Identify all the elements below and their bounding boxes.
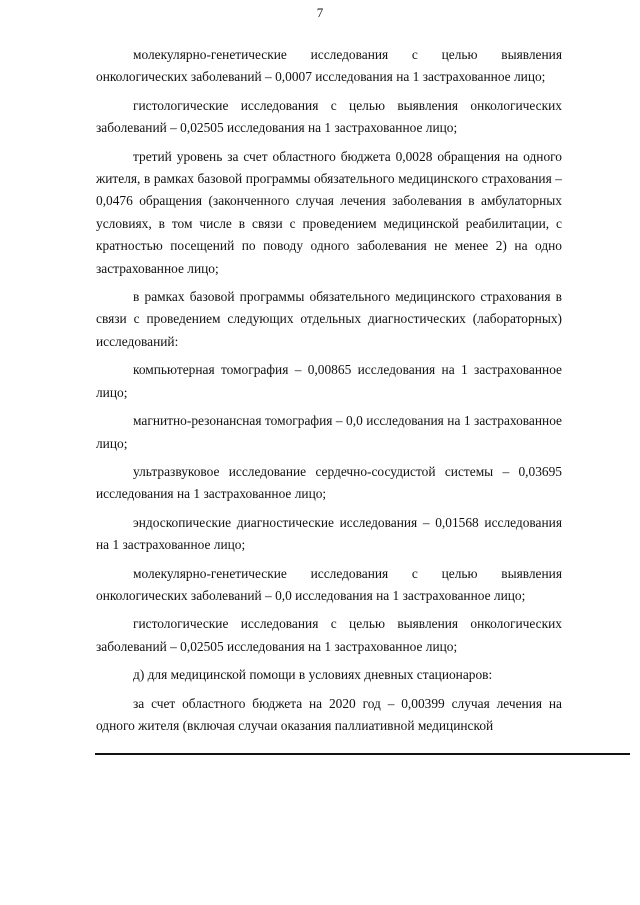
paragraph-molecular-genetic-1: молекулярно-генетические исследования с целью выявления онкологических заболеваний – 0,0007 исследования на 1 застрахованное лицо; (96, 47, 562, 85)
paragraph-computed-tomography: компьютерная томография – 0,00865 исследования на 1 застрахованное лицо; (96, 362, 562, 400)
paragraph-molecular-genetic-2: молекулярно-генетические исследования с целью выявления онкологических заболеваний – 0,0 исследования на 1 застрахованное лицо; (96, 565, 562, 603)
paragraph-day-hospital: д) для медицинской помощи в условиях дневных стационаров: (133, 667, 493, 683)
paragraph-mri: магнитно-резонансная томография – 0,0 исследования на 1 застрахованное лицо; (96, 413, 562, 451)
page-number: 7 (316, 5, 324, 20)
paragraph-regional-budget-2020: за счет областного бюджета на 2020 год – 0,00399 случая лечения на одного жителя (включая случаи оказания паллиативной медицинской (96, 695, 562, 733)
paragraph-ultrasound: ультразвуковое исследование сердечно-сосудистой системы – 0,03695 исследования на 1 застрахованное лицо; (96, 463, 562, 502)
paragraph-histological-1: гистологические исследования с целью выявления онкологических заболеваний – 0,02505 исследования на 1 застрахованное лицо; (96, 97, 562, 136)
document-body (96, 44, 562, 743)
paragraph-endoscopy: эндоскопические диагностические исследования – 0,01568 исследования на 1 застрахованное лицо; (96, 514, 562, 553)
paragraph-histological-2: гистологические исследования с целью выявления онкологических заболеваний – 0,02505 исследования на 1 застрахованное лицо; (96, 616, 562, 654)
paragraph-third-level: третий уровень за счет областного бюджета 0,0028 обращения на одного жителя, в рамках базовой программы обязательного медицинского страхования – 0,0476 обращения (законченного случая лечения заболевания в амбулаторных условиях, в том числе в связи с проведением медицинской реабилитации, с кратностью посещений по поводу одного заболевания не менее 2) на одно застрахованное лицо; (96, 148, 562, 276)
paragraph-basic-program-diagnostics: в рамках базовой программы обязательного медицинского страхования в связи с проведением следующих отдельных диагностических (лабораторных) исследований: (96, 289, 562, 349)
footer-divider (95, 753, 630, 755)
